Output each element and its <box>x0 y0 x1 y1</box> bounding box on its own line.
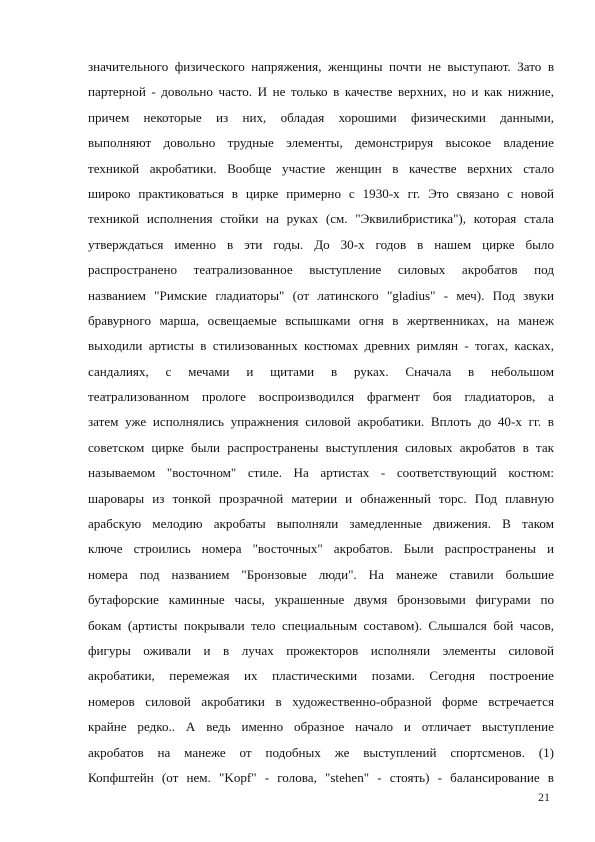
text-line: значительного физического напряжения, женщины почти не выступают. Зато в <box>88 59 554 74</box>
text-line: называемом "восточном" стиле. На артистах - соответствующий костюм: <box>88 465 554 481</box>
text-line: фигуры оживали и в лучах прожекторов исполняли элементы силовой <box>88 642 554 658</box>
text-line: названием "Римские гладиаторы" (от латинского "gladius" - меч). Под звуки <box>88 287 554 303</box>
text-line: акробатов на манеже от подобных же выступлений спортсменов. (1) <box>88 744 554 760</box>
text-line: техникой исполнения стойки на руках (см. "Эквилибристика"), которая стала <box>88 211 554 227</box>
text-line: причем некоторые из них, обладая хорошими физическими данными, <box>88 109 554 125</box>
text-line: номера под названием "Бронзовые люди". На манеже ставили большие <box>88 566 554 582</box>
text-line: ключе строились номера "восточных" акробатов. Были распространены и <box>88 541 554 557</box>
text-line: распространено театрализованное выступление силовых акробатов под <box>88 262 554 278</box>
text-line: затем уже исполнялись упражнения силовой акробатики. Вплоть до 40-х гг. в <box>88 414 554 430</box>
text-line: шаровары из тонкой прозрачной материи и обнаженный торс. Под плавную <box>88 490 554 506</box>
body-text <box>88 54 554 790</box>
text-line: широко практиковаться в цирке примерно с 1930-х гг. Это связано с новой <box>88 185 554 201</box>
text-line: номеров силовой акробатики в художественно-образной форме встречается <box>88 693 554 709</box>
text-line: техникой акробатики. Вообще участие женщин в качестве верхних стало <box>88 160 554 176</box>
text-line: сандалиях, с мечами и щитами в руках. Сначала в небольшом <box>88 363 554 379</box>
page-number: 21 <box>538 790 550 804</box>
text-line: акробатики, перемежая их пластическими позами. Сегодня построение <box>88 668 554 684</box>
text-line: партерной - довольно часто. И не только в качестве верхних, но и как нижние, <box>88 84 554 100</box>
text-line: Копфштейн (от нем. "Kopf" - голова, "stehen" - стоять) - балансирование в <box>88 769 554 785</box>
text-line: арабскую мелодию акробаты выполняли замедленные движения. В таком <box>88 516 554 532</box>
text-line: театрализованном прологе воспроизводился фрагмент боя гладиаторов, а <box>88 389 554 405</box>
text-line: выходили артисты в стилизованных костюмах древних римлян - тогах, касках, <box>88 338 554 354</box>
text-line: бутафорские каминные часы, украшенные двумя бронзовыми фигурами по <box>88 592 554 608</box>
text-line: бокам (артисты покрывали тело специальным составом). Слышался бой часов, <box>88 617 554 633</box>
text-line: утверждаться именно в эти годы. До 30-х годов в нашем цирке было <box>88 236 554 252</box>
text-line: советском цирке были распространены выступления силовых акробатов в так <box>88 439 554 455</box>
text-line: крайне редко.. А ведь именно образное начало и отличает выступление <box>88 719 554 735</box>
text-line: бравурного марша, освещаемые вспышками огня в жертвенниках, на манеж <box>88 312 554 328</box>
text-line: выполняют довольно трудные элементы, демонстрируя высокое владение <box>88 135 554 151</box>
